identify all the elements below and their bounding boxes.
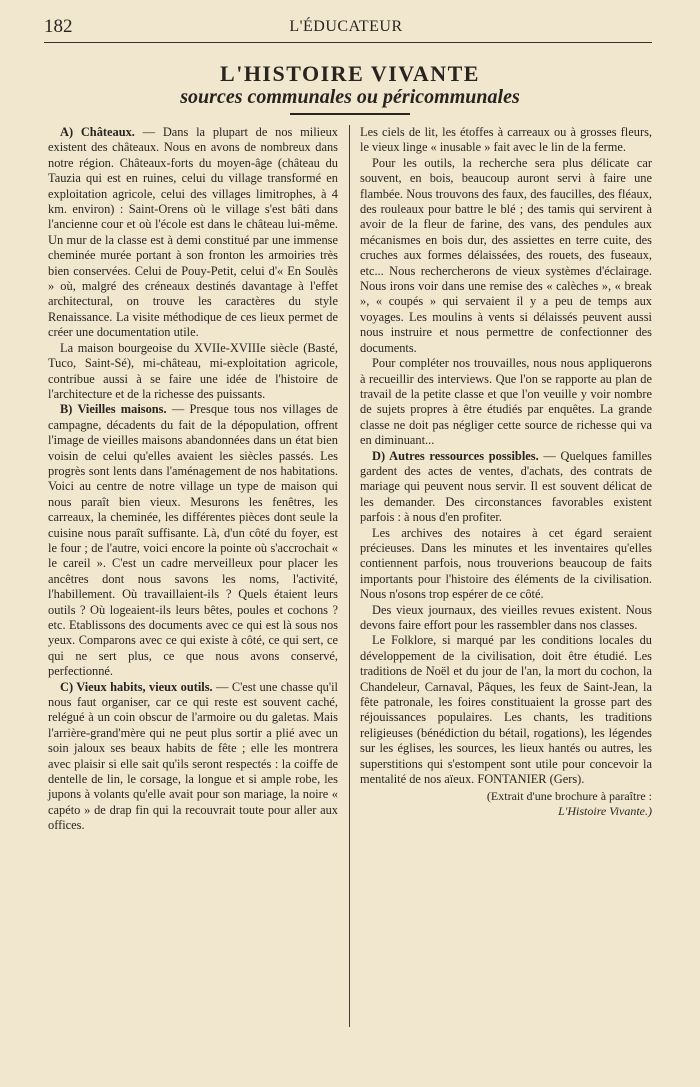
paragraph	[48, 680, 338, 834]
paragraph	[48, 341, 338, 403]
paragraph	[360, 603, 652, 634]
author-signature: FONTANIER (Gers).	[477, 772, 585, 787]
article-subtitle: sources communales ou péricommunales	[180, 86, 520, 108]
paragraph	[48, 402, 338, 679]
section-heading: B) Vieilles maisons.	[60, 402, 167, 417]
paragraph-text: Les archives des notaires à cet égard seraient précieuses. Dans les minutes et les inventaires qu'elles contiennent parfois, nous trouverions beaucoup de faits importants pour l'histoire des éléments de la civilisation. Nous n'osons trop espérer de ce côté.	[360, 525, 652, 602]
article-title-block	[40, 62, 660, 115]
running-head	[44, 16, 648, 42]
journal-title: L'ÉDUCATEUR	[289, 18, 403, 35]
left-column	[48, 125, 338, 834]
section-heading: A) Châteaux.	[60, 125, 135, 139]
page-number: 182	[44, 16, 73, 37]
section-heading: C) Vieux habits, vieux outils.	[60, 679, 213, 694]
paragraph	[360, 125, 652, 156]
source-note-work: L'Histoire Vivante.)	[558, 804, 652, 819]
source-note	[360, 789, 652, 819]
column-divider	[349, 125, 350, 1027]
right-column	[360, 125, 652, 819]
paragraph-text: — Dans la plupart de nos milieux existent des châteaux. Nous en avons de nombreux dans notre région. Châteaux-forts du moyen-âge (château du Tauzia qui est en ruines, celui du village transformé en exploitation agricole, celui des villages limitrophes, à 4 km. environ) : Saint-Orens où le village s'est bâti dans l'ancienne cour et où l'école est dans le château lui-même. Un mur de la classe est à demi constitué par une immense cheminée murée portant à son fronton les armoiries très bien conservées. Celui de Pouy-Petit, celui d'« En Soulès » où, malgré des créneaux destinés davantage à l'effet architectural, on trouve les caractères du style Renaissance. La visite méthodique de ces lieux permet de créer une documentation utile.	[48, 125, 339, 340]
paragraph-text: — C'est une chasse qu'il nous faut organiser, car ce qui reste est souvent caché, relégué à un coin obscur de l'armoire ou du galetas. Mais l'arrière-grand'mère qui ne peut plus sortir a plié avec un soin jaloux ses beaux habits de fête ; elle les montrera avec plaisir si elle sait qu'ils seront respectés : la coiffe de dentelle de lin, le corsage, la longue et si ample robe, les jupons à volants qu'elle avait pour son mariage, la noire « capéto » de drap fin qui la recouvrait toute pour aller aux offices.	[48, 679, 338, 833]
paragraph	[360, 449, 652, 526]
paragraph-text: Pour les outils, la recherche sera plus délicate car souvent, en bois, beaucoup auront servi à faire une flambée. Nous trouvons des faux, des faucilles, des fléaux, des rouleaux pour battre le blé ; des tamis qui servirent à avoir de la fleur de farine, des vans, des pendules aux mécanismes en bois dur, des assiettes en terre cuite, des cruches aux formes délaissées, des rouets, des fuseaux, etc... Nous rechercherons de vieux systèmes d'éclairage. Nous irons voir dans une remise des « calèches », « break », « coupés » qui servaient il y a peu de temps aux voyages. Les moulins à vents si délaissés peuvent aussi nous instruire et nous permettre de confectionner des documents.	[360, 155, 652, 355]
article-title: L'HISTOIRE VIVANTE	[220, 61, 480, 86]
paragraph-text: Le Folklore, si marqué par les conditions locales du développement de la civilisation, doit être étudié. Les traditions de Noël et du jour de l'an, la mort du cochon, la Chandeleur, Carnaval, Pâques, les feux de Saint-Jean, la fête patronale, les foires constituaient la grosse part des réjouissances populaires. Les chants, les traditions religieuses (bénédiction du bétail, rogations), les légendes sur les églises, les sources, les lieux hantés ou autres, les superstitions qui s'estompent sont utile pour concevoir la mentalité de nos aïeux.	[360, 633, 652, 787]
paragraph	[48, 125, 338, 341]
paragraph	[360, 526, 652, 603]
header-rule	[44, 42, 652, 43]
paragraph-text: Des vieux journaux, des vieilles revues existent. Nous devons faire effort pour les rassembler dans nos classes.	[360, 602, 652, 632]
title-rule	[290, 113, 410, 115]
source-note-prefix: (Extrait d'une brochure à paraître :	[486, 789, 652, 804]
paragraph	[360, 633, 652, 787]
paragraph	[360, 356, 652, 448]
paragraph	[360, 156, 652, 356]
paragraph-text: Pour compléter nos trouvailles, nous nous appliquerons à recueillir des interviews. Que l'on se rapporte au plan de travail de la petite classe et que l'on veuille y voir nombre de sujets propres à être étudiés par enquêtes. La grande classe ne doit pas négliger cette source de richesse qui va en diminuant...	[360, 356, 652, 448]
paragraph-text: Les ciels de lit, les étoffes à carreaux ou à grosses fleurs, le vieux linge « inusable » fait avec le lin de la ferme.	[360, 125, 652, 155]
section-heading: D) Autres ressources possibles.	[372, 448, 539, 463]
article-body	[48, 125, 652, 1027]
paragraph-text: — Quelques familles gardent des actes de ventes, d'achats, des contrats de mariage qui peuvent nous servir. Il est souvent délicat de les demander. Des circonstances favorables existent parfois : à nous d'en profiter.	[360, 448, 652, 525]
paragraph-text: La maison bourgeoise du XVIIe-XVIIIe siècle (Basté, Tuco, Saint-Sé), mi-château, mi-exploitation agricole, contribue aussi à se faire une idée de l'histoire de l'architecture et de la richesse des puissants.	[48, 340, 338, 401]
paragraph-text: — Presque tous nos villages de campagne, décadents du fait de la dépopulation, offrent l'image de vieilles maisons abandonnées dans un état bien voisin de celui qu'elles avaient les siècles passés. Les progrès sont lents dans l'aménagement de nos habitations. Voici au centre de notre village un type de maison qui nous paraît bien vieux. Mesurons les fenêtres, les carreaux, la cheminée, les différentes pièces dont seule la cuisine nous paraît suffisante. Là, d'un côté du foyer, est le four ; de l'autre, voici encore la pointe où s'accrochait « le careil ». C'est un cadre merveilleux pour placer les ancêtres dont nous savons les noms, l'activité, l'habillement. Où travaillaient-ils ? Quels étaient leurs outils ? Où logeaient-ils leurs bêtes, poules et cochons ? etc. Etablissons des documents avec ce qui est là sous nos yeux. Comparons avec ce qui existe à côté, ce qui sert, ce qui ne sert plus, ce que nous avons conservé, perfectionné.	[48, 402, 338, 679]
